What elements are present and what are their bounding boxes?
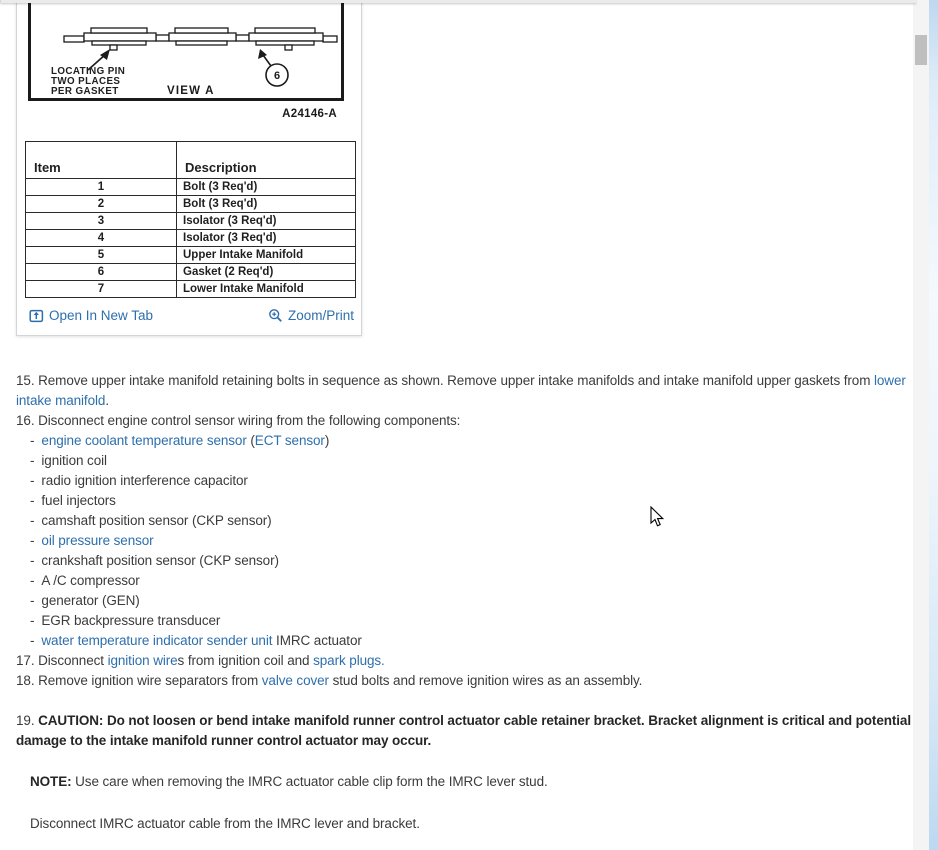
plain-text: camshaft position sensor (CKP sensor) bbox=[41, 513, 272, 528]
plain-text: ( bbox=[246, 433, 255, 448]
final-instruction bbox=[30, 814, 924, 834]
item-cell: 2 bbox=[26, 196, 177, 213]
table-row bbox=[26, 179, 356, 196]
step-18-post: stud bolts and remove ignition wires as an assembly. bbox=[328, 673, 643, 688]
list-item bbox=[30, 571, 924, 591]
table-row bbox=[26, 196, 356, 213]
link-ect-sensor-full[interactable]: engine coolant temperature sensor bbox=[41, 433, 247, 448]
gasket-cross-section-drawing bbox=[31, 0, 339, 98]
list-item bbox=[30, 511, 924, 531]
view-a-label: VIEW A bbox=[167, 85, 215, 97]
desc-cell: Gasket (2 Req'd) bbox=[177, 264, 356, 281]
bullet-dash: - bbox=[30, 613, 35, 628]
link-water-temperature-sender[interactable]: water temperature indicator sender unit bbox=[41, 633, 273, 648]
open-in-new-tab-link[interactable] bbox=[29, 308, 153, 323]
plain-text: ignition coil bbox=[41, 453, 107, 468]
step-19-number: 19. bbox=[16, 713, 39, 728]
instructions-text bbox=[16, 371, 924, 834]
final-text: Disconnect IMRC actuator cable from the IMRC lever and bracket. bbox=[30, 816, 420, 831]
item-cell: 6 bbox=[26, 264, 177, 281]
table-row bbox=[26, 230, 356, 247]
list-item bbox=[30, 591, 924, 611]
drawing-id-label: A24146-A bbox=[282, 108, 337, 120]
item-cell: 4 bbox=[26, 230, 177, 247]
step-16 bbox=[16, 411, 924, 431]
top-edge-strip bbox=[0, 0, 916, 3]
plain-text: ) bbox=[324, 433, 330, 448]
plain-text: crankshaft position sensor (CKP sensor) bbox=[41, 553, 279, 568]
step-16-text: 16. Disconnect engine control sensor wiring from the following components: bbox=[16, 413, 461, 428]
desc-cell: Bolt (3 Req'd) bbox=[177, 196, 356, 213]
item-cell: 5 bbox=[26, 247, 177, 264]
plain-text: radio ignition interference capacitor bbox=[41, 473, 248, 488]
step-15-text: 15. Remove upper intake manifold retaining bolts in sequence as shown. Remove upper intake manifolds and intake manifold upper gaskets from bbox=[16, 373, 874, 388]
callout-number: 6 bbox=[273, 70, 281, 82]
table-row bbox=[26, 213, 356, 230]
page-edge-strip bbox=[929, 0, 938, 850]
link-lower-intake-manifold[interactable]: lower intake manifold bbox=[16, 373, 906, 408]
zoom-print-label: Zoom/Print bbox=[287, 308, 354, 323]
list-item bbox=[30, 611, 924, 631]
item-cell: 3 bbox=[26, 213, 177, 230]
step-18 bbox=[16, 671, 924, 691]
scrollbar-track[interactable] bbox=[913, 0, 929, 850]
figure-card-actions bbox=[29, 308, 354, 323]
plain-text: generator (GEN) bbox=[41, 593, 140, 608]
plain-text: A /C compressor bbox=[41, 573, 140, 588]
gasket-diagram-image bbox=[28, 0, 344, 101]
mouse-cursor-icon bbox=[650, 506, 666, 528]
list-item bbox=[30, 631, 924, 651]
parts-table bbox=[25, 141, 356, 298]
desc-cell: Upper Intake Manifold bbox=[177, 247, 356, 264]
link-ignition-wire[interactable]: ignition wire bbox=[107, 653, 178, 668]
list-item bbox=[30, 491, 924, 511]
table-row bbox=[26, 281, 356, 298]
list-item bbox=[30, 551, 924, 571]
bullet-dash: - bbox=[30, 533, 35, 548]
column-header-description: Description bbox=[177, 142, 356, 179]
locating-pin-label-line1: LOCATING PIN bbox=[51, 66, 126, 77]
figure-card bbox=[16, 0, 362, 336]
step-15-period: . bbox=[105, 393, 109, 408]
note-paragraph bbox=[30, 772, 924, 792]
bullet-dash: - bbox=[30, 553, 35, 568]
desc-cell: Lower Intake Manifold bbox=[177, 281, 356, 298]
step-17-mid: s from ignition coil and bbox=[177, 653, 314, 668]
locating-pin-label-line3: PER GASKET bbox=[51, 86, 119, 97]
bullet-dash: - bbox=[30, 513, 35, 528]
bullet-dash: - bbox=[30, 633, 35, 648]
plain-text: fuel injectors bbox=[41, 493, 116, 508]
scrollbar-thumb[interactable] bbox=[915, 35, 927, 65]
note-label: NOTE: bbox=[30, 774, 72, 789]
bullet-dash: - bbox=[30, 493, 35, 508]
link-oil-pressure-sensor[interactable]: oil pressure sensor bbox=[41, 533, 154, 548]
component-list bbox=[30, 431, 924, 651]
plain-text: EGR backpressure transducer bbox=[41, 613, 221, 628]
column-header-item: Item bbox=[26, 142, 177, 179]
list-item bbox=[30, 531, 924, 551]
desc-cell: Isolator (3 Req'd) bbox=[177, 230, 356, 247]
step-19-caution bbox=[16, 711, 924, 751]
table-row bbox=[26, 247, 356, 264]
link-valve-cover[interactable]: valve cover bbox=[261, 673, 329, 688]
callout-6-arrow bbox=[258, 49, 271, 66]
bullet-dash: - bbox=[30, 573, 35, 588]
step-15 bbox=[16, 371, 924, 411]
item-cell: 1 bbox=[26, 179, 177, 196]
step-18-text: 18. Remove ignition wire separators from bbox=[16, 673, 262, 688]
open-in-new-tab-label: Open In New Tab bbox=[49, 308, 154, 323]
desc-cell: Bolt (3 Req'd) bbox=[177, 179, 356, 196]
bullet-dash: - bbox=[30, 433, 35, 448]
desc-cell: Isolator (3 Req'd) bbox=[177, 213, 356, 230]
step-17 bbox=[16, 651, 924, 671]
zoom-print-link[interactable] bbox=[268, 308, 354, 323]
link-ect-sensor[interactable]: ECT sensor bbox=[254, 433, 325, 448]
note-text: Use care when removing the IMRC actuator cable clip form the IMRC lever stud. bbox=[71, 774, 548, 789]
bullet-dash: - bbox=[30, 473, 35, 488]
table-header-row bbox=[26, 142, 356, 179]
plain-text: IMRC actuator bbox=[272, 633, 362, 648]
step-17-text: 17. Disconnect bbox=[16, 653, 108, 668]
caution-text: CAUTION: Do not loosen or bend intake manifold runner control actuator cable retainer bracket. Bracket alignment is critical and potential damage to the intake manifold runner control actuator may occur. bbox=[16, 713, 911, 748]
list-item bbox=[30, 471, 924, 491]
list-item bbox=[30, 451, 924, 471]
list-item bbox=[30, 431, 924, 451]
locating-pin-label-line2: TWO PLACES bbox=[51, 76, 121, 87]
bullet-dash: - bbox=[30, 593, 35, 608]
table-row bbox=[26, 264, 356, 281]
link-spark-plugs[interactable]: spark plugs. bbox=[313, 653, 385, 668]
item-cell: 7 bbox=[26, 281, 177, 298]
bullet-dash: - bbox=[30, 453, 35, 468]
zoom-magnifier-icon bbox=[268, 308, 283, 323]
open-in-new-tab-icon bbox=[29, 308, 44, 323]
